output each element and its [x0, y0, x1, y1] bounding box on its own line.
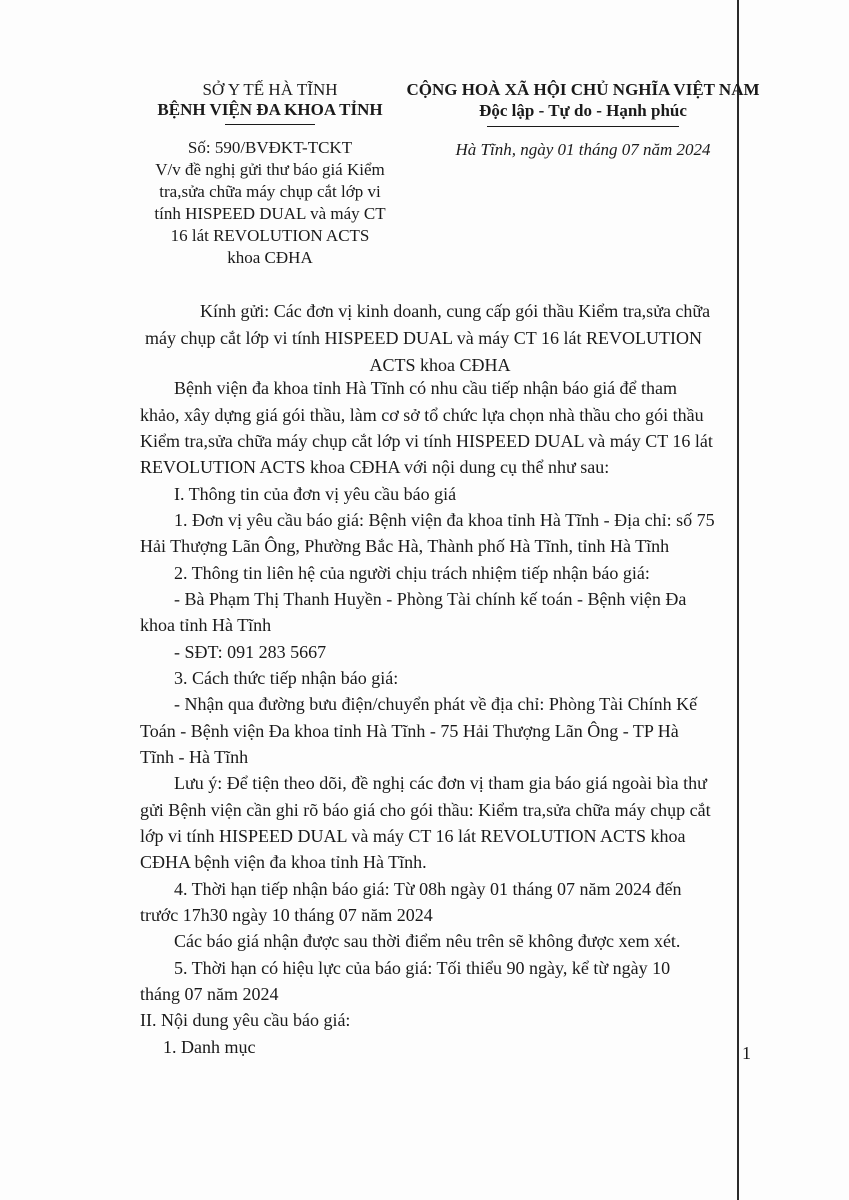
body-line: Hải Thượng Lãn Ông, Phường Bắc Hà, Thành phố Hà Tĩnh, tỉnh Hà Tĩnh: [140, 536, 670, 556]
organization-name: BỆNH VIỆN ĐA KHOA TỈNH: [157, 100, 383, 119]
national-title: CỘNG HOÀ XÃ HỘI CHỦ NGHĨA VIỆT NAM: [406, 80, 760, 99]
body-line: Toán - Bệnh viện Đa khoa tỉnh Hà Tĩnh - 75 Hải Thượng Lãn Ông - TP Hà: [140, 721, 679, 741]
body-line: Lưu ý: Để tiện theo dõi, đề nghị các đơn vị tham gia báo giá ngoài bìa thư: [174, 773, 707, 793]
subject-line: V/v đề nghị gửi thư báo giá Kiểm: [155, 160, 385, 179]
body-line: Các báo giá nhận được sau thời điểm nêu trên sẽ không được xem xét.: [174, 931, 681, 951]
subject-line: 16 lát REVOLUTION ACTS: [170, 226, 370, 245]
body-line: - Bà Phạm Thị Thanh Huyền - Phòng Tài chính kế toán - Bệnh viện Đa: [174, 589, 687, 609]
recipient-line: ACTS khoa CĐHA: [369, 355, 511, 375]
place-and-date: Hà Tĩnh, ngày 01 tháng 07 năm 2024: [455, 140, 711, 159]
subject-line: khoa CĐHA: [227, 248, 313, 267]
national-motto: Độc lập - Tự do - Hạnh phúc: [479, 101, 687, 120]
body-line: 1. Đơn vị yêu cầu báo giá: Bệnh viện đa khoa tỉnh Hà Tĩnh - Địa chỉ: số 75: [174, 510, 715, 530]
recipient-line: Kính gửi: Các đơn vị kinh doanh, cung cấp gói thầu Kiểm tra,sửa chữa: [200, 301, 711, 321]
body-line: lớp vi tính HISPEED DUAL và máy CT 16 lát REVOLUTION ACTS khoa: [140, 826, 686, 846]
body-line: khoa tỉnh Hà Tĩnh: [140, 615, 272, 635]
recipient-line: máy chụp cắt lớp vi tính HISPEED DUAL và máy CT 16 lát REVOLUTION: [145, 328, 702, 348]
body-line: - Nhận qua đường bưu điện/chuyển phát về địa chỉ: Phòng Tài Chính Kế: [174, 694, 698, 714]
body-line: gửi Bệnh viện cần ghi rõ báo giá cho gói thầu: Kiểm tra,sửa chữa máy chụp cắt: [140, 800, 711, 820]
body-line: khảo, xây dựng giá gói thầu, làm cơ sở tổ chức lựa chọn nhà thầu cho gói thầu: [140, 405, 704, 425]
body-line: - SĐT: 091 283 5667: [174, 642, 327, 662]
section-heading: II. Nội dung yêu cầu báo giá:: [140, 1010, 351, 1030]
body-line: 5. Thời hạn có hiệu lực của báo giá: Tối thiểu 90 ngày, kể từ ngày 10: [174, 958, 671, 978]
organization-underline: [225, 124, 315, 125]
body-line: Kiểm tra,sửa chữa máy chụp cắt lớp vi tính HISPEED DUAL và máy CT 16 lát: [140, 431, 713, 451]
body-line: trước 17h30 ngày 10 tháng 07 năm 2024: [140, 905, 433, 925]
list-item: 1. Danh mục: [163, 1037, 256, 1057]
section-heading: I. Thông tin của đơn vị yêu cầu báo giá: [174, 484, 457, 504]
subject-line: tra,sửa chữa máy chụp cắt lớp vi: [159, 182, 381, 201]
body-line: CĐHA bệnh viện đa khoa tỉnh Hà Tĩnh.: [140, 852, 427, 872]
body-line: 3. Cách thức tiếp nhận báo giá:: [174, 668, 399, 688]
subject-line: tính HISPEED DUAL và máy CT: [154, 204, 386, 223]
document-number: Số: 590/BVĐKT-TCKT: [187, 138, 353, 157]
body-line: Bệnh viện đa khoa tỉnh Hà Tĩnh có nhu cầu tiếp nhận báo giá để tham: [174, 378, 678, 398]
body-line: REVOLUTION ACTS khoa CĐHA với nội dung cụ thể như sau:: [140, 457, 610, 477]
page-number: 1: [742, 1043, 751, 1063]
body-line: Tĩnh - Hà Tĩnh: [140, 747, 249, 767]
authority-name: SỞ Y TẾ HÀ TĨNH: [202, 80, 338, 99]
motto-underline: [487, 126, 679, 127]
body-line: 4. Thời hạn tiếp nhận báo giá: Từ 08h ngày 01 tháng 07 năm 2024 đến: [174, 879, 682, 899]
page-edge-line: [737, 0, 739, 1200]
body-line: tháng 07 năm 2024: [140, 984, 279, 1004]
body-line: 2. Thông tin liên hệ của người chịu trách nhiệm tiếp nhận báo giá:: [174, 563, 650, 583]
